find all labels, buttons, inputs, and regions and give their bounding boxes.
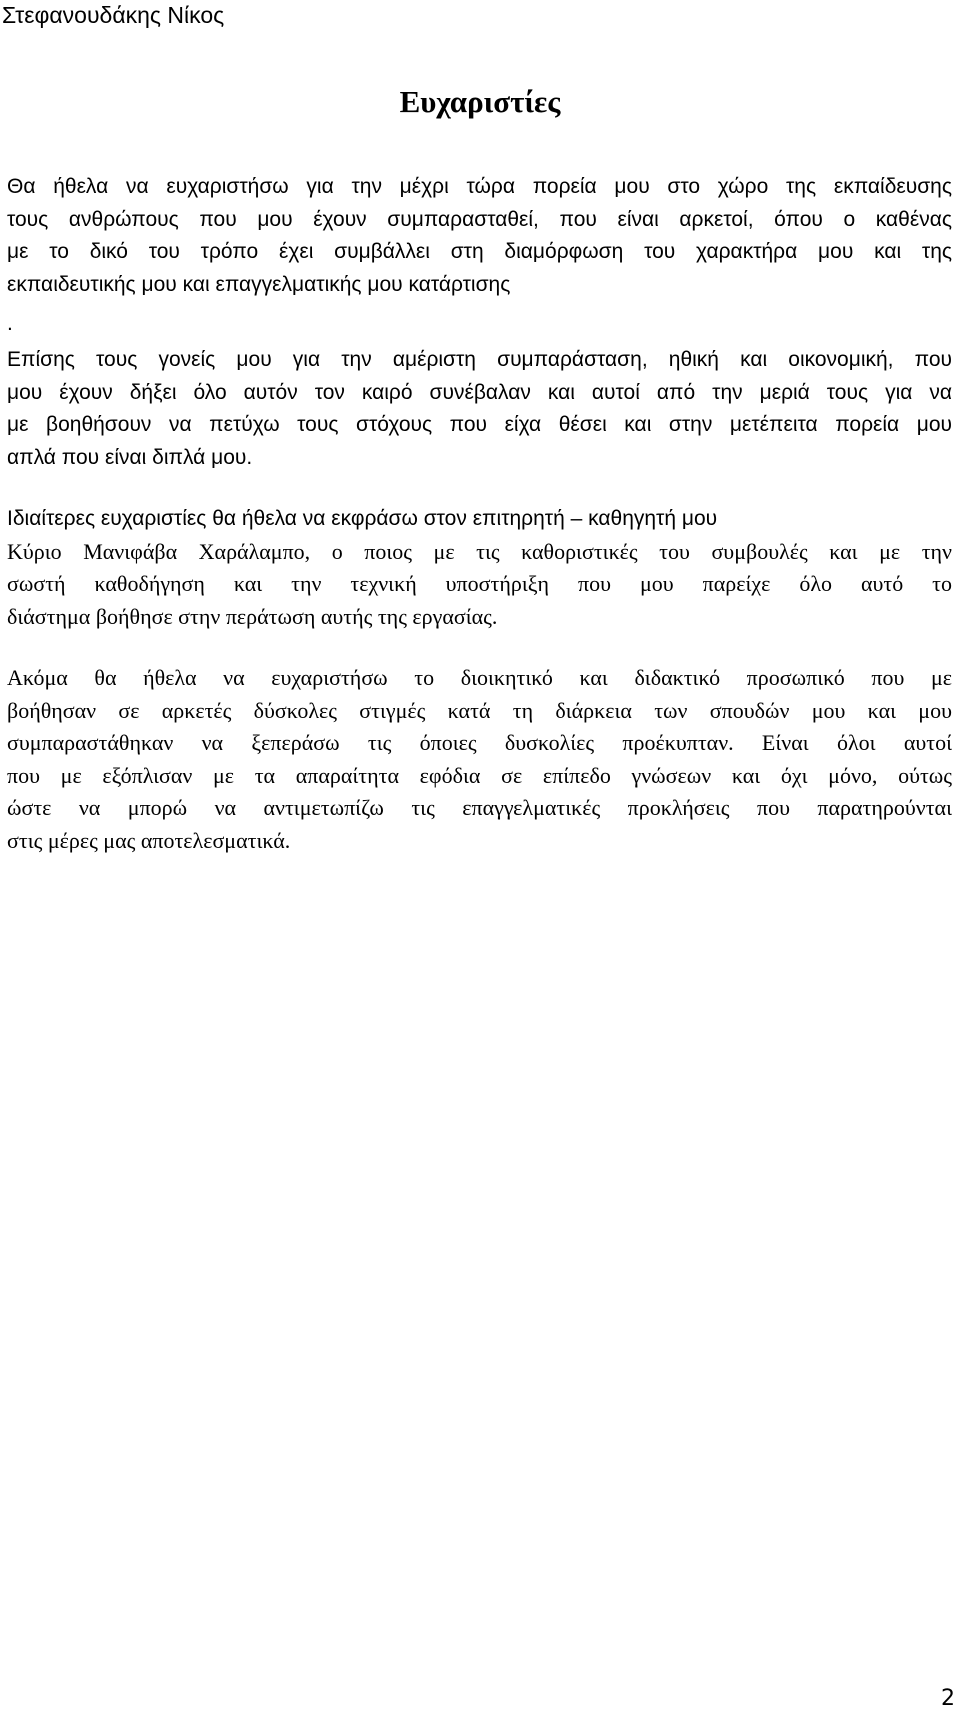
paragraph-1-line: εκπαιδευτικής μου και επαγγελματικής μου κατάρτισης — [7, 272, 511, 296]
paragraph-3-line: σωστή καθοδήγηση και την τεχνική υποστήριξη που μου παρείχε όλο αυτό το — [7, 571, 952, 596]
paragraph-2-line: με βοηθήσουν να πετύχω τους στόχους που είχα θέσει και στην μετέπειτα πορεία μου — [7, 413, 952, 436]
page-number: 2 — [941, 1686, 955, 1711]
page-title: Ευχαριστίες — [399, 84, 561, 119]
paragraph-2 — [7, 344, 952, 474]
paragraph-3-line: Κύριο Μανιφάβα Χαράλαμπο, ο ποιος με τις καθοριστικές του συμβουλές και με την — [7, 538, 952, 564]
paragraph-4-line: συμπαραστάθηκαν να ξεπεράσω τις όποιες δυσκολίες προέκυπταν. Είναι όλοι αυτοί — [7, 730, 952, 755]
paragraph-3-line: διάστημα βοήθησε στην περάτωση αυτής της εργασίας. — [7, 603, 498, 629]
paragraph-2-line: μου έχουν δήξει όλο αυτόν τον καιρό συνέβαλαν και αυτοί από την μεριά τους για να — [7, 380, 952, 404]
paragraph-2-line: Επίσης τους γονείς μου για την αμέριστη συμπαράσταση, ηθική και οικονομική, που — [7, 348, 952, 371]
paragraph-1 — [7, 171, 952, 301]
paragraph-4 — [7, 662, 952, 857]
paragraph-1-period: . — [7, 312, 13, 335]
paragraph-4-line: Ακόμα θα ήθελα να ευχαριστήσω το διοικητικό και διδακτικό προσωπικό που με — [7, 665, 952, 690]
paragraph-4-line: ώστε να μπορώ να αντιμετωπίζω τις επαγγελματικές προκλήσεις που παρατηρούνται — [7, 795, 952, 820]
paragraph-1-line: με το δικό του τρόπο έχει συμβάλλει στη διαμόρφωση του χαρακτήρα μου και της — [7, 240, 952, 263]
paragraph-1-line: τους ανθρώπους που μου έχουν συμπαρασταθεί, που είναι αρκετοί, όπου ο καθένας — [7, 207, 952, 231]
paragraph-1-line: Θα ήθελα να ευχαριστήσω για την μέχρι τώρα πορεία μου στο χώρο της εκπαίδευσης — [7, 175, 952, 198]
paragraph-4-line: που με εξόπλισαν με τα απαραίτητα εφόδια σε επίπεδο γνώσεων και όχι μόνο, ούτως — [7, 762, 952, 788]
paragraph-2-line: απλά που είναι διπλά μου. — [7, 445, 253, 469]
paragraph-3-line: Ιδιαίτερες ευχαριστίες θα ήθελα να εκφράσω στον επιτηρητή – καθηγητή μου — [7, 507, 718, 530]
paragraph-3 — [7, 503, 952, 633]
document-author-header: Στεφανουδάκης Νίκος — [2, 2, 225, 28]
paragraph-4-line: βοήθησαν σε αρκετές δύσκολες στιγμές κατά τη διάρκεια των σπουδών μου και μου — [7, 697, 952, 723]
paragraph-4-line: στις μέρες μας αποτελεσματικά. — [7, 827, 291, 853]
